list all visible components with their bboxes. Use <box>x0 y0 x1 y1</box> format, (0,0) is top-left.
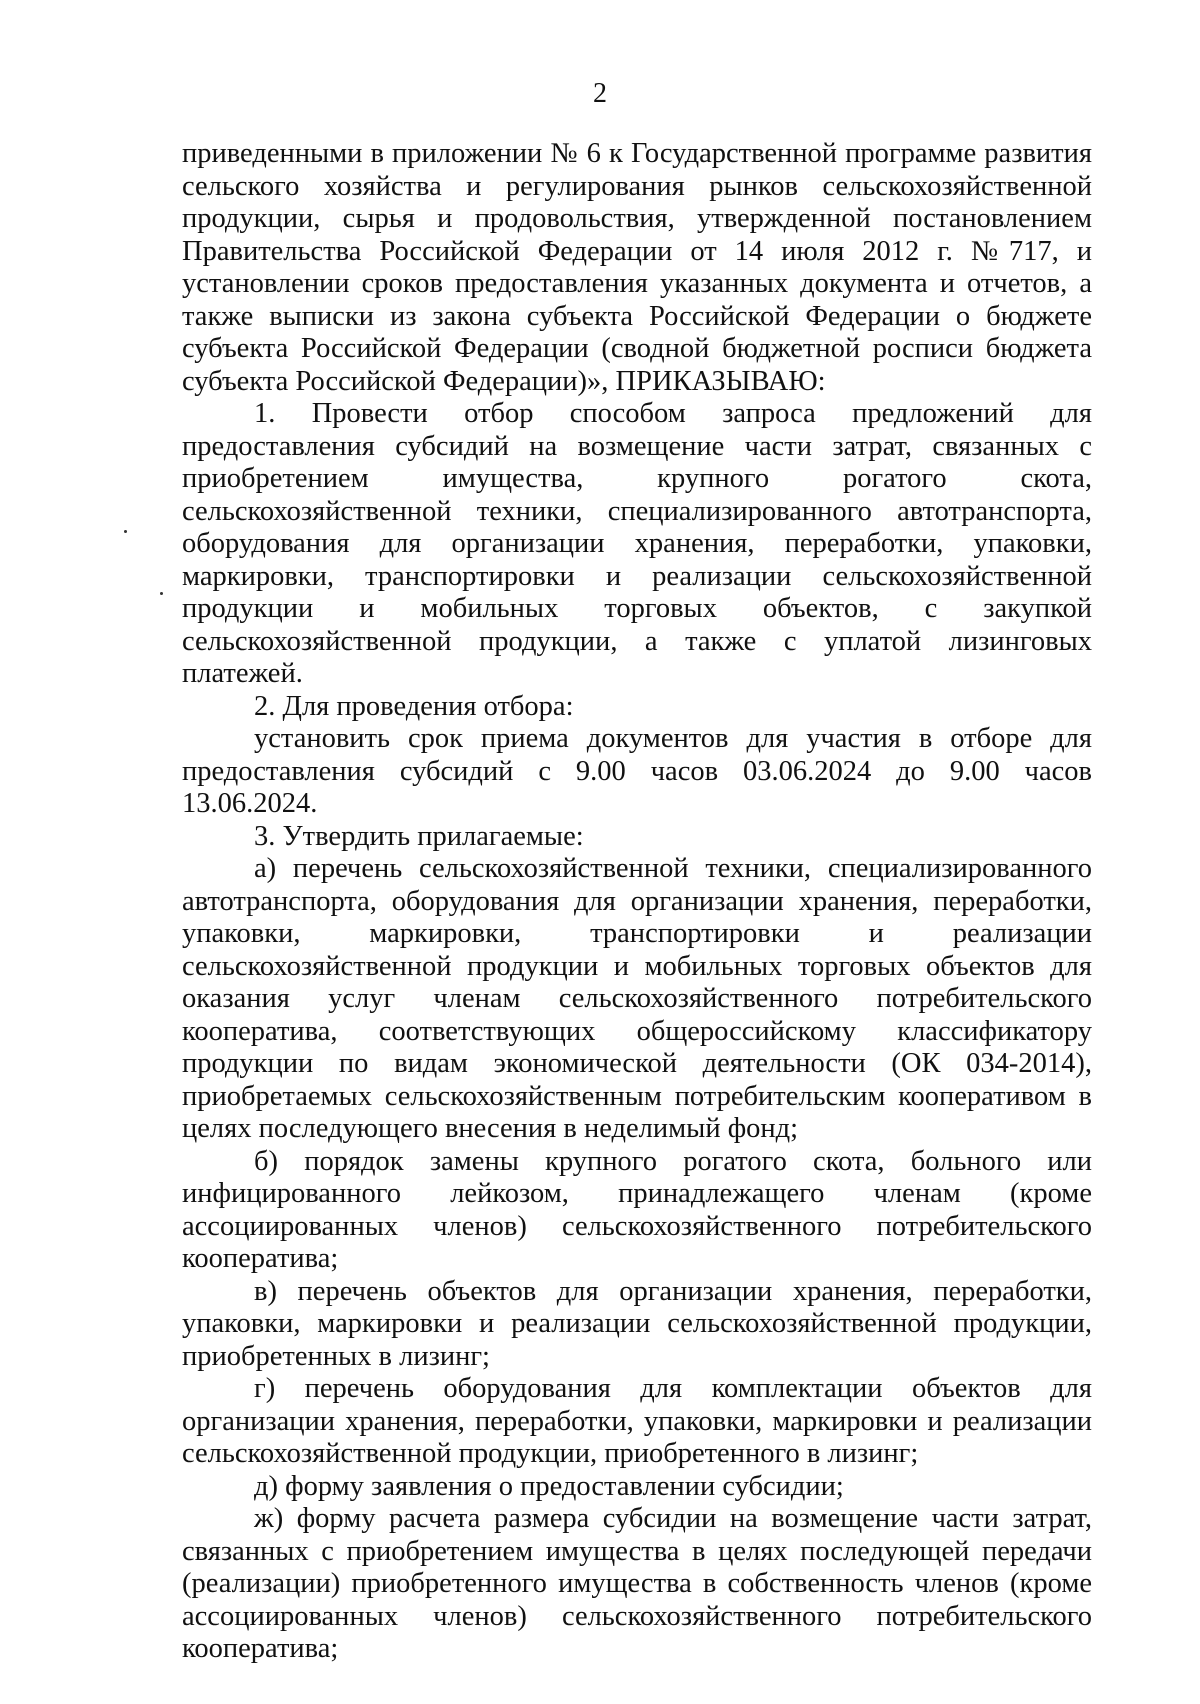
page-number: 2 <box>593 78 607 109</box>
paragraph-item-3: 3. Утвердить прилагаемые: <box>254 820 584 852</box>
paragraph-item-2: 2. Для проведения отбора: <box>254 690 574 722</box>
scan-speck <box>160 592 163 595</box>
paragraph-item-3b: б) порядок замены крупного рогатого скота, больного или инфицированного лейкозом, принадлежащего членам (кроме ассоциированных членов) сельскохозяйственного потребительского кооператива; <box>182 1145 1092 1274</box>
document-body <box>182 138 1092 1666</box>
scan-speck <box>124 530 127 533</box>
paragraph-item-3v: в) перечень объектов для организации хранения, переработки, упаковки, маркировки и реализации сельскохозяйственной продукции, приобретенных в лизинг; <box>182 1275 1092 1372</box>
paragraph-item-3zh: ж) форму расчета размера субсидии на возмещение части затрат, связанных с приобретением имущества в целях последующей передачи (реализации) приобретенного имущества в собственность членов (кроме ассоциированных членов) сельскохозяйственного потребительского кооператива; <box>182 1503 1092 1664</box>
paragraph-item-2-deadline: установить срок приема документов для участия в отборе для предоставления субсидий с 9.00 часов 03.06.2024 до 9.00 часов 13.06.2024. <box>182 723 1092 819</box>
paragraph-item-3d: д) форму заявления о предоставлении субсидии; <box>254 1470 844 1502</box>
paragraph-intro-continuation: приведенными в приложении № 6 к Государственной программе развития сельского хозяйства и регулирования рынков сельскохозяйственной продукции, сырья и продовольствия, утвержденной постановлением Правительства Российской Федерации от 14 июля 2012 г. №717, и установлении сроков предоставления указанных документа и отчетов, а также выписки из закона субъекта Российской Федерации о бюджете субъекта Российской Федерации (сводной бюджетной росписи бюджета субъекта Российской Федерации)», ПРИКАЗЫВАЮ: <box>182 138 1092 397</box>
paragraph-item-3g: г) перечень оборудования для комплектации объектов для организации хранения, переработки, упаковки, маркировки и реализации сельскохозяйственной продукции, приобретенного в лизинг; <box>182 1373 1092 1469</box>
paragraph-item-1: 1. Провести отбор способом запроса предложений для предоставления субсидий на возмещение части затрат, связанных с приобретением имущества, крупного рогатого скота, сельскохозяйственной техники, специализированного автотранспорта, оборудования для организации хранения, переработки, упаковки, маркировки, транспортировки и реализации сельскохозяйственной продукции и мобильных торговых объектов, с закупкой сельскохозяйственной продукции, а также с уплатой лизинговых платежей. <box>182 398 1092 689</box>
paragraph-item-3a: а) перечень сельскохозяйственной техники, специализированного автотранспорта, оборудования для организации хранения, переработки, упаковки, маркировки, транспортировки и реализации сельскохозяйственной продукции и мобильных торговых объектов для оказания услуг членам сельскохозяйственного потребительского кооператива, соответствующих общероссийскому классификатору продукции по видам экономической деятельности (ОК 034-2014), приобретаемых сельскохозяйственным потребительским кооперативом в целях последующего внесения в неделимый фонд; <box>182 853 1092 1144</box>
